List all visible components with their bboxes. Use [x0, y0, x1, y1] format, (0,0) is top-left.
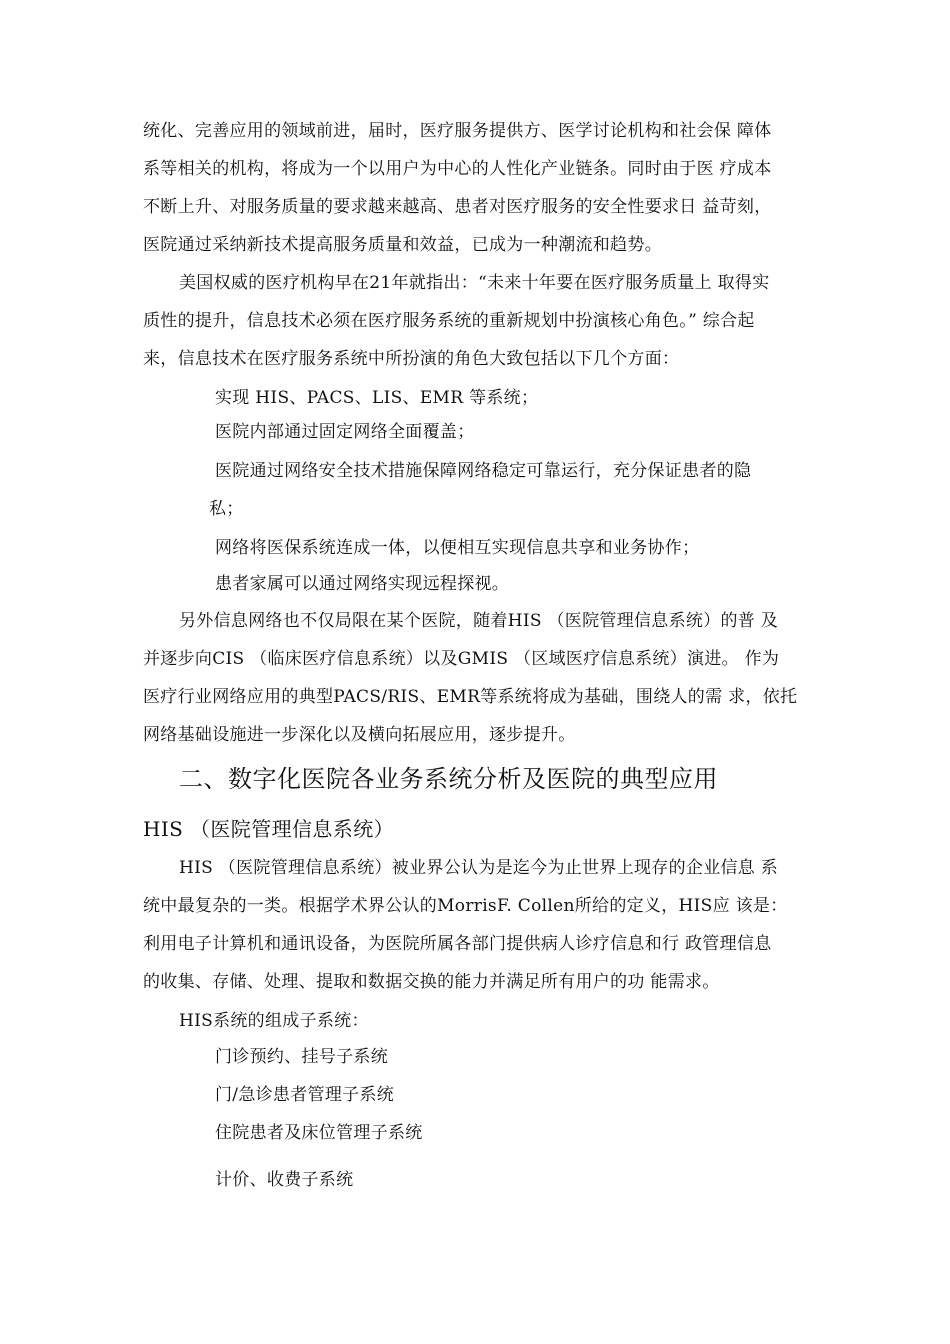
list-item: 患者家属可以通过网络实现远程探视。	[215, 574, 510, 594]
paragraph-line: 统中最复杂的一类。根据学术界公认的MorrisF. Collen所给的定义，HIS应 该是：	[143, 896, 788, 916]
paragraph-line: 系等相关的机构，将成为一个以用户为中心的人性化产业链条。同时由于医 疗成本	[143, 159, 772, 179]
list-item: 医院内部通过固定网络全面覆盖；	[215, 422, 475, 442]
paragraph-line: 另外信息网络也不仅局限在某个医院，随着HIS （医院管理信息系统）的普 及	[179, 611, 779, 631]
paragraph-line: 统化、完善应用的领域前进，届时，医疗服务提供方、医学讨论机构和社会保 障体	[143, 121, 772, 141]
list-item: 医院通过网络安全技术措施保障网络稳定可靠运行，充分保证患者的隐	[215, 461, 752, 481]
paragraph-line: 医疗行业网络应用的典型PACS/RIS、EMR等系统将成为基础，围绕人的需 求，依托	[143, 687, 798, 707]
paragraph-line: 医院通过采纳新技术提高服务质量和效益，已成为一种潮流和趋势。	[143, 235, 662, 255]
subsystem-item: 门/急诊患者管理子系统	[215, 1085, 395, 1105]
subsystem-item: 门诊预约、挂号子系统	[215, 1047, 388, 1067]
subsystem-item: 计价、收费子系统	[215, 1170, 354, 1190]
paragraph-line: 来，信息技术在医疗服务系统中所扮演的角色大致包括以下几个方面：	[143, 349, 680, 369]
list-item: 网络将医保系统连成一体，以便相互实现信息共享和业务协作；	[215, 538, 700, 558]
paragraph-line: 利用电子计算机和通讯设备，为医院所属各部门提供病人诊疗信息和行 政管理信息	[143, 934, 772, 954]
paragraph-line: HIS （医院管理信息系统）被业界公认为是迄今为止世界上现存的企业信息 系	[179, 858, 779, 878]
paragraph-line: 并逐步向CIS （临床医疗信息系统）以及GMIS （区域医疗信息系统）演进。 作为	[143, 649, 780, 669]
section-heading: 二、数字化医院各业务系统分析及医院的典型应用	[179, 765, 718, 793]
paragraph-line: 质性的提升，信息技术必须在医疗服务系统的重新规划中扮演核心角色。” 综合起	[143, 311, 755, 331]
list-item: 私；	[209, 499, 244, 519]
paragraph-line: 网络基础设施进一步深化以及横向拓展应用，逐步提升。	[143, 725, 576, 745]
subsystems-intro: HIS系统的组成子系统：	[179, 1011, 369, 1031]
paragraph-line: 的收集、存储、处理、提取和数据交换的能力并满足所有用户的功 能需求。	[143, 972, 720, 992]
paragraph-line: 美国权威的医疗机构早在21年就指出：“未来十年要在医疗服务质量上 取得实	[179, 273, 770, 293]
subsystem-item: 住院患者及床位管理子系统	[215, 1123, 423, 1143]
list-item: 实现 HIS、PACS、LIS、EMR 等系统；	[215, 388, 539, 408]
subsection-heading: HIS （医院管理信息系统）	[143, 817, 395, 841]
paragraph-line: 不断上升、对服务质量的要求越来越高、患者对医疗服务的安全性要求日 益苛刻，	[143, 197, 772, 217]
